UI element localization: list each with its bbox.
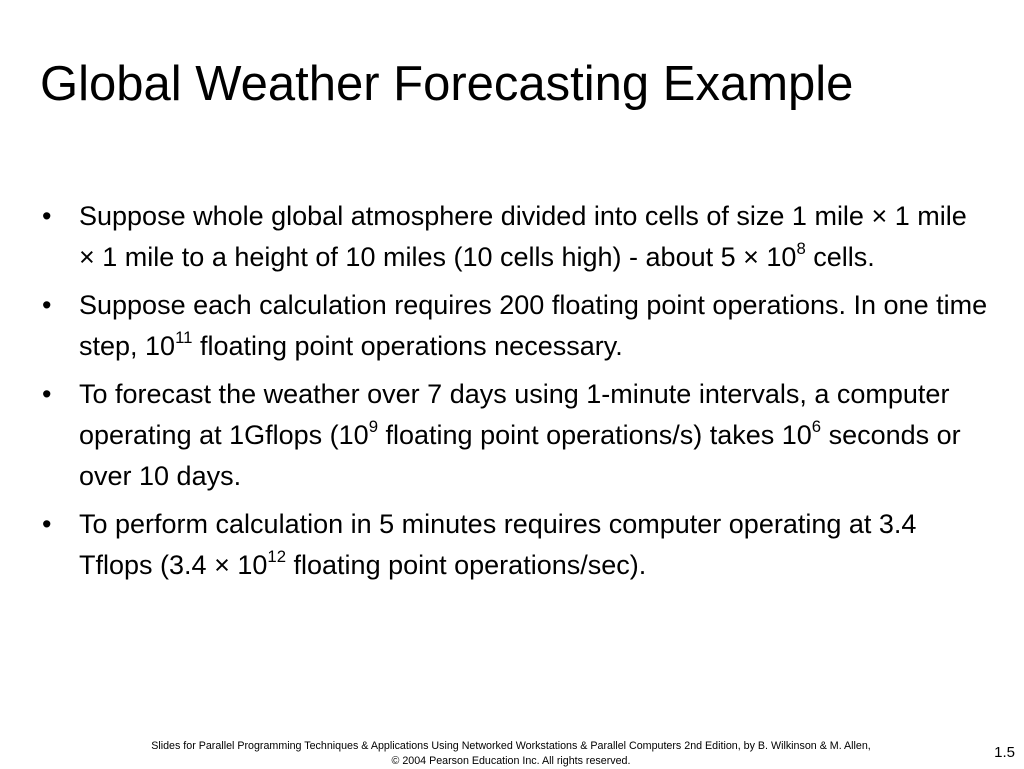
exponent: 12 [267,546,287,566]
times-symbol: × [871,201,888,231]
bullet-marker: • [42,201,52,231]
times-symbol: × [214,550,230,580]
bullet-tflops [40,504,990,586]
footer [60,739,962,769]
bullet-text: 1 mile to a height of 10 miles (10 cells high) - about 5 [94,242,744,272]
exponent: 8 [796,238,806,258]
exponent: 6 [811,416,822,436]
page-number: 1.5 [994,744,1015,761]
bullet-text: To perform calculation in 5 minutes requires computer operating at 3.4 Tflops (3.4 [79,509,917,580]
exponent: 11 [175,327,193,347]
times-symbol: × [79,242,95,272]
times-symbol: × [743,242,759,272]
bullet-text: 1 mile [887,201,967,231]
bullet-text: Suppose each calculation requires 200 floating point operations. In one time step, 10 [79,290,988,361]
bullet-text: floating point operations/sec). [286,550,647,580]
bullet-text: floating point operations necessary. [192,331,623,361]
bullet-list [40,196,990,593]
bullet-marker: • [42,509,52,539]
bullet-text: To forecast the weather over 7 days using 1-minute intervals, a computer operating at 1Gflops (10 [79,379,950,450]
bullet-text: Suppose whole global atmosphere divided into cells of size 1 mile [79,201,872,231]
footer-credits: Slides for Parallel Programming Techniques & Applications Using Networked Workstations & Parallel Computers 2nd Edition, by B. Wilkinson & M. Allen, [151,740,871,752]
slide-title: Global Weather Forecasting Example [40,57,854,111]
bullet-marker: • [42,379,52,409]
bullet-marker: • [42,290,52,320]
footer-copyright: © 2004 Pearson Education Inc. All rights reserved. [391,755,631,767]
bullet-text: 10 [229,550,268,580]
bullet-cells [40,196,990,278]
bullet-text: cells. [805,242,875,272]
bullet-text: floating point operations/s) takes 10 [378,420,812,450]
bullet-calculation [40,285,990,367]
bullet-text: seconds or over 10 days. [79,420,961,491]
bullet-forecast [40,374,990,497]
exponent: 9 [368,416,378,436]
bullet-text: 10 [758,242,797,272]
